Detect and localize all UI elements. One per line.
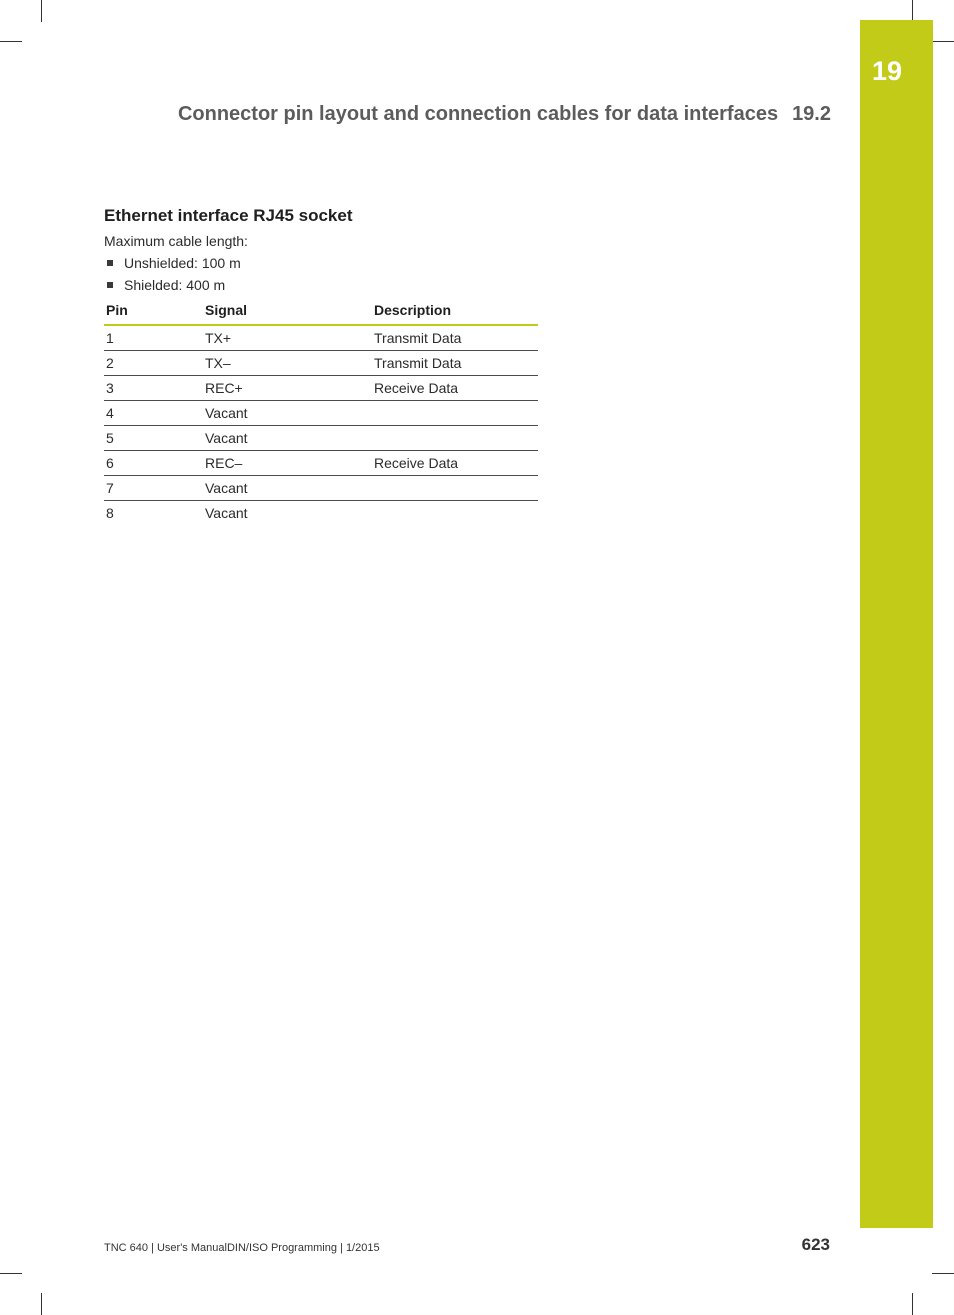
table-row [104,376,538,401]
section-number: 19.2 [792,103,831,125]
running-title [178,103,831,126]
crop-mark [41,0,42,22]
table-row [104,501,538,526]
section-heading: Ethernet interface RJ45 socket [104,206,353,225]
table-header-row [104,299,538,325]
list-item [104,277,241,299]
table-row [104,476,538,501]
page-number: 623 [801,1235,830,1254]
cell-description [372,426,538,451]
cell-description [372,476,538,501]
cell-pin: 5 [104,426,203,451]
crop-mark [932,1273,954,1274]
table-row [104,451,538,476]
cell-pin: 6 [104,451,203,476]
cell-signal: Vacant [205,505,248,521]
cell-pin: 8 [106,505,114,521]
cell-description: Transmit Data [372,325,538,351]
column-header-description: Description [372,299,538,325]
crop-mark [912,1293,913,1315]
table-row [104,351,538,376]
pin-table [104,299,538,525]
bullet-text: Shielded: 400 m [124,277,226,293]
intro-text: Maximum cable length: [104,233,248,249]
cell-pin: 1 [104,325,203,351]
table-row [104,325,538,351]
cell-signal: TX+ [203,325,372,351]
table-row [104,401,538,426]
cell-pin: 7 [104,476,203,501]
column-header-pin: Pin [104,299,203,325]
crop-mark [0,1273,22,1274]
cell-signal: REC+ [203,376,372,401]
crop-mark [932,41,954,42]
cell-signal: TX– [203,351,372,376]
cell-signal: Vacant [203,426,372,451]
cell-pin: 2 [104,351,203,376]
crop-mark [912,0,913,22]
cell-description: Receive Data [372,376,538,401]
footer-text: TNC 640 | User's ManualDIN/ISO Programming | 1/2015 [104,1242,380,1254]
square-bullet-icon [107,282,113,288]
cell-description [372,401,538,426]
crop-mark [0,41,22,42]
cell-pin: 3 [104,376,203,401]
cell-description: Transmit Data [372,351,538,376]
cell-description: Receive Data [372,451,538,476]
bullet-list [104,255,241,299]
running-title-text: Connector pin layout and connection cables for data interfaces [177,103,779,125]
cell-signal: REC– [203,451,372,476]
cell-description [372,501,538,526]
cell-pin: 4 [104,401,203,426]
crop-mark [41,1293,42,1315]
cell-signal: Vacant [203,401,372,426]
list-item [104,255,241,277]
chapter-number: 19 [871,56,903,86]
square-bullet-icon [107,260,113,266]
cell-signal: Vacant [203,476,372,501]
table-row [104,426,538,451]
bullet-text: Unshielded: 100 m [124,255,241,271]
chapter-side-tab [860,20,933,1228]
column-header-signal: Signal [203,299,372,325]
